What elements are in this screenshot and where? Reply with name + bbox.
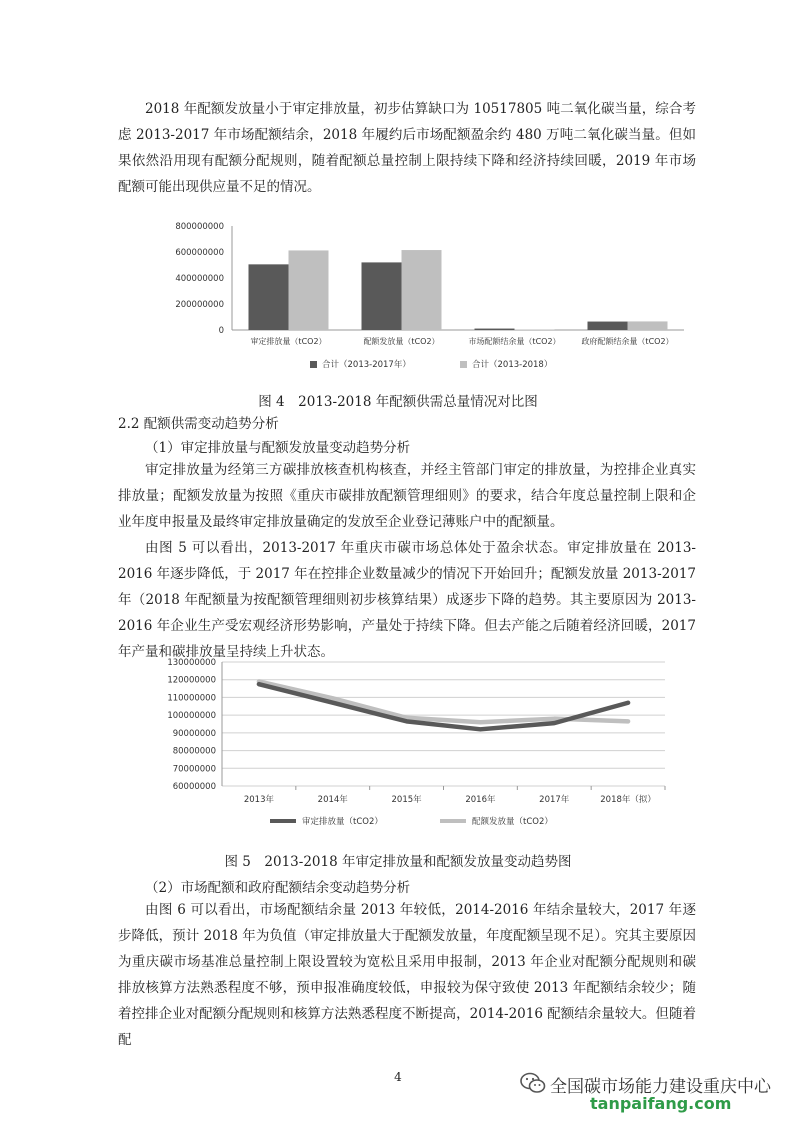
legend-label-1: 配额发放量（tCO2） (472, 817, 553, 827)
bar-0-2 (475, 329, 515, 330)
paragraph-surplus-analysis: 由图 6 可以看出，市场配额结余量 2013 年较低，2014-2016 年结余量较大，2017 年逐步降低，预计 2018 年为负值（审定排放量大于配额发放量，年度配额呈现不足）。究其主要原因为重庆碳市场基准总量控制上限设置较为宽松且采用申报制，2013 年企业对配额分配规则和碳排放核算方法熟悉程度不够，预申报准确度较低，申报较为保守致使 2013 年配额结余较少；随着控排企业对配额分配规则和核算方法熟悉程度不断提高，2014-2016 配额结余量较大。但随着配 (118, 902, 696, 1048)
figure-5-caption: 图 5 2013-2018 年审定排放量和配额发放量变动趋势图 (224, 854, 572, 870)
x-tick-label: 2018年（拟） (600, 795, 656, 805)
wechat-icon (520, 1072, 546, 1094)
y-tick-label: 200000000 (175, 300, 224, 310)
x-tick-label: 配额发放量（tCO2） (363, 337, 440, 346)
x-tick-label: 政府配额结余量（tCO2） (581, 337, 674, 346)
watermark (520, 1072, 790, 1116)
bar-1-2 (515, 329, 555, 330)
figure-4-bar-chart (160, 212, 700, 382)
paragraph-supply-gap: 2018 年配额发放量小于审定排放量，初步估算缺口为 10517805 吨二氧化碳当量，综合考虑 2013-2017 年市场配额结余，2018 年履约后市场配额盈余约 480 万吨二氧化碳当量。但如果依然沿用现有配额分配规则，随着配额总量控制上限持续下降和经济持续回暖，2019 年市场配额可能出现供应量不足的情况。 (118, 101, 696, 195)
watermark-url: tanpaifang.com (590, 1094, 732, 1113)
y-tick-label: 400000000 (175, 274, 224, 284)
series-line-0 (259, 684, 628, 729)
section-heading-2-2: 2.2 配额供需变动趋势分析 (118, 416, 279, 432)
bar-1-0 (289, 250, 329, 330)
x-tick-label: 2017年 (539, 795, 570, 805)
x-tick-label: 审定排放量（tCO2） (250, 337, 327, 346)
paragraph-definitions: 审定排放量为经第三方碳排放核查机构核查，并经主管部门审定的排放量，为控排企业真实排放量；配额发放量为按照《重庆市碳排放配额管理细则》的要求，结合年度总量控制上限和企业年度申报量及最终审定排放量确定的发放至企业登记薄账户中的配额量。 (118, 462, 696, 530)
bar-0-3 (588, 322, 628, 330)
legend-label-0: 审定排放量（tCO2） (302, 817, 383, 827)
x-tick-label: 市场配额结余量（tCO2） (468, 337, 561, 346)
figure-5-line-chart (140, 650, 680, 840)
y-tick-label: 120000000 (167, 675, 216, 686)
y-tick-label: 110000000 (167, 693, 216, 704)
x-tick-label: 2014年 (317, 795, 348, 805)
x-tick-label: 2013年 (243, 795, 274, 805)
paragraph-figure5-analysis: 由图 5 可以看出，2013-2017 年重庆市碳市场总体处于盈余状态。审定排放量在 2013-2016 年逐步降低，于 2017 年在控排企业数量减少的情况下开始回升；配额发放量 2013-2017 年（2018 年配额量为按配额管理细则初步核算结果）成逐步下降的趋势。其主要原因为 2013-2016 年企业生产受宏观经济形势影响，产量处于持续下降。但去产能之后随着经济回暖，2017 年产量和碳排放量呈持续上升状态。 (118, 540, 696, 660)
subheading-2: （2）市场配额和政府配额结余变动趋势分析 (145, 880, 411, 896)
bar-0-1 (362, 262, 402, 330)
page-number: 4 (394, 1070, 402, 1084)
figure-4-caption: 图 4 2013-2018 年配额供需总量情况对比图 (258, 394, 538, 410)
legend-label-1: 合计（2013-2018） (472, 360, 553, 370)
subheading-1: （1）审定排放量与配额发放量变动趋势分析 (145, 440, 411, 456)
y-tick-label: 800000000 (175, 222, 224, 232)
y-tick-label: 0 (218, 326, 224, 336)
y-tick-label: 100000000 (167, 711, 216, 722)
x-tick-label: 2015年 (391, 795, 422, 805)
y-tick-label: 70000000 (172, 764, 216, 775)
bar-1-3 (628, 321, 668, 330)
y-tick-label: 60000000 (172, 782, 216, 792)
legend-swatch-1 (460, 361, 467, 368)
y-tick-label: 130000000 (167, 658, 216, 668)
watermark-title: 全国碳市场能力建设重庆中心 (550, 1077, 771, 1097)
x-tick-label: 2016年 (465, 795, 496, 805)
legend-swatch-0 (310, 361, 317, 368)
y-tick-label: 600000000 (175, 248, 224, 258)
bar-1-1 (402, 250, 442, 330)
y-tick-label: 80000000 (172, 746, 216, 757)
legend-label-0: 合计（2013-2017年） (322, 360, 411, 370)
y-tick-label: 90000000 (172, 728, 216, 739)
bar-0-0 (249, 264, 289, 330)
